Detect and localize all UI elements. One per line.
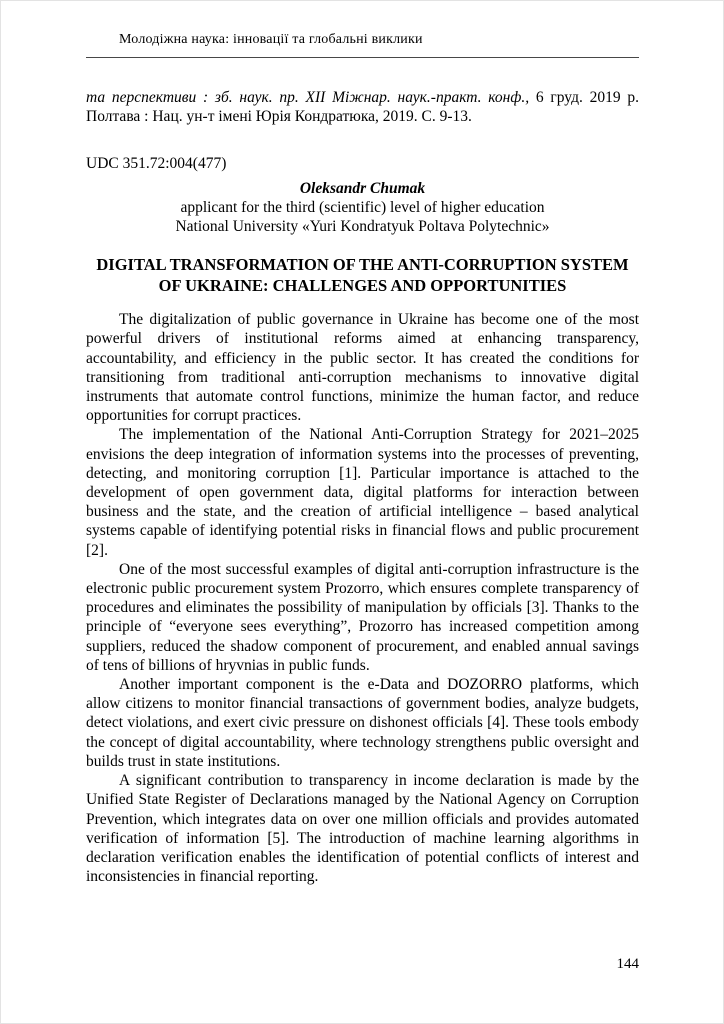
page-number: 144: [616, 956, 639, 972]
citation-regular-part: 6 груд. 2019 р. Полтава : Нац. ун-т імені Юрія Кондратюка, 2019. С. 9-13.: [86, 89, 639, 126]
article-paragraph-3: One of the most successful examples of digital anti-corruption infrastructure is the electronic public procurement system Prozorro, which ensures complete transparency of procedures and eliminates the possibility of manipulation by officials [3]. Thanks to the principle of “everyone sees everything”, Prozorro has increased competition among suppliers, reduced the shadow component of procurement, and enabled annual savings of tens of billions of hryvnias in public funds.: [86, 560, 639, 674]
article-paragraph-4: Another important component is the e-Data and DOZORRO platforms, which allow citizens to monitor financial transactions of government bodies, analyze budgets, detect violations, and exert civic pressure on dishonest officials [4]. These tools embody the concept of digital accountability, where technology strengthens public oversight and builds trust in state institutions.: [86, 676, 639, 770]
page-header: [86, 31, 639, 58]
header-divider: [86, 57, 639, 58]
running-head: Молодіжна наука: інновації та глобальні виклики: [119, 32, 423, 47]
article-title: DIGITAL TRANSFORMATION OF THE ANTI-CORRUPTION SYSTEM OF UKRAINE: CHALLENGES AND OPPORTUNITIES: [96, 255, 629, 296]
article-body: [86, 310, 639, 886]
author-role: applicant for the third (scientific) level of higher education: [180, 198, 545, 216]
author-block: [86, 179, 639, 237]
citation-italic-part: та перспективи : зб. наук. пр. XII Міжнар. наук.-практ. конф.,: [86, 89, 536, 106]
article-paragraph-5: A significant contribution to transparency in income declaration is made by the Unified State Register of Declarations managed by the National Agency on Corruption Prevention, which integrates data on over one million officials and provides automated verification of information [5]. The introduction of machine learning algorithms in declaration verification enables the identification of potential conflicts of interest and inconsistencies in financial reporting.: [86, 772, 639, 886]
author-name: Oleksandr Chumak: [299, 179, 426, 197]
citation-line: [86, 88, 639, 126]
article-paragraph-1: The digitalization of public governance in Ukraine has become one of the most powerful drivers of institutional reforms aimed at enhancing transparency, accountability, and efficiency in the public sector. It has created the conditions for transitioning from traditional anti-corruption mechanisms to innovative digital instruments that automate control functions, minimize the human factor, and reduce opportunities for corrupt practices.: [86, 311, 639, 425]
author-affiliation: National University «Yuri Kondratyuk Poltava Polytechnic»: [175, 218, 550, 236]
article-paragraph-2: The implementation of the National Anti-Corruption Strategy for 2021–2025 envisions the deep integration of information systems into the processes of preventing, detecting, and monitoring corruption [1]. Particular importance is attached to the development of open government data, digital platforms for interaction between business and the state, and the creation of artificial intelligence – based analytical systems capable of identifying potential risks in financial flows and public procurement [2].: [86, 426, 639, 559]
udc-code: UDC 351.72:004(477): [86, 155, 227, 173]
